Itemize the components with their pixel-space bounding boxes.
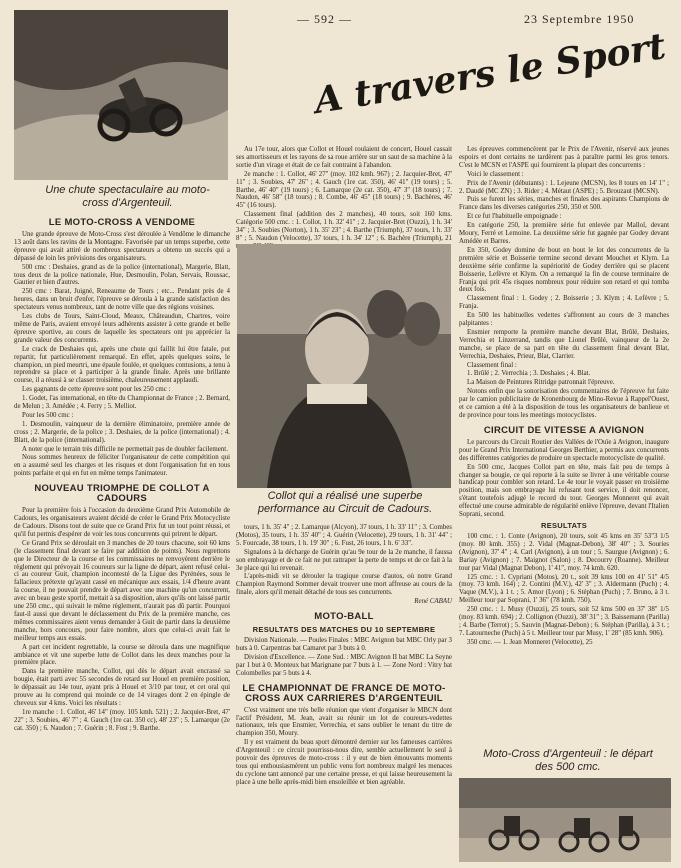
section-logo-text: A travers le Sport: [311, 25, 669, 122]
caption-collot: Collot qui a réalisé une superbe performance au Circuit de Cadours.: [257, 490, 433, 515]
paragraph: 125 cmc. : 1. Cypriani (Motos), 20 t., soit 39 kms 100 en 41' 51" 4/5 (moy. 73 kmh. 164) ; 2. Contini (M.V.), 42' 3" ; 3. Aldermann (Puch) ; 4. Vaque (M.V.), à 1 t. ; 5. Amor (Lyon) ; 6. Stéphan (Puch) ; 7. Bruno, à 3 t. Meilleur tour par Soprani, 1' 36" (78 kmh. 750).: [459, 573, 669, 605]
paragraph: Voici le classement :: [467, 170, 524, 178]
paragraph: Classement final : 1. Godey ; 2. Boisserie ; 3. Klym ; 4. Lefèvre ; 5. Franja.: [459, 295, 669, 311]
paragraph: Au 17e tour, alors que Collot et Houel roulaient de concert, Houel cassait ses amortisseurs et les rayons de sa roue arrière sur un saut de sa machine à la sortie d'un virage et était de ce fait contraint à l'abandon.: [236, 146, 452, 169]
paragraph: Division Nationale. — Poules Finales : MBC Avignon bat MBC Orly par 3 buts à 0. Carpentras bat Camaret par 3 buts à 0.: [236, 637, 452, 652]
paragraph: Les clubs de Tours, Saint-Cloud, Meaux, Châteaudun, Chartres, voire même de Paris, avaient envoyé leurs adhérents assister à cette grande et belle épreuve sportive, au cours de laquelle les spectateurs ont pu apprécier la grande valeur des concurrents.: [14, 313, 230, 344]
paragraph: 250 cmc. : 1. Musy (Ouzzi), 25 tours, soit 52 kms 500 en 37' 38" 1/5 (moy. 83 kmh. 694) ; 2. Collignon (Ouzzi), 38' 31" ; 3. Baissemann (Parilla) ; 4. Barbe (Terrot) ; 5. Sauvin (Magnat-Debon) ; 6. Stéphan (Parilla), à 3 t. ; 7. Latourneche (Puch) à 5 t. Meilleur tour par Musy, 1' 28" (85 kmh. 906).: [459, 606, 669, 637]
paragraph: A noter que le terrain très difficile ne permettait pas de doubler facilement.: [22, 445, 228, 453]
column-1: [14, 212, 230, 860]
article-heading-cadours: NOUVEAU TRIOMPHE DE COLLOT A CADOURS: [34, 483, 210, 505]
paragraph: Les gagnants de cette épreuve sont pour les 250 cmc :: [22, 386, 171, 394]
paragraph: Division d'Excellence. — Zone Sud. : MBC Avignon II bat MBC La Seyne par 1 but à 0. Monteux bat Marignane par 7 buts à 1. — Zone Nord : Vitry bat Colombelles par 5 buts à 4.: [236, 653, 452, 677]
paragraph: 1. Godet, l'as international, en tête du Championnat de France ; 2. Bernard, de Melun ; 3. Amédée ; 4. Ferry ; 5. Melliot.: [14, 395, 230, 411]
paragraph: L'après-midi vit se dérouler la tragique course d'autos, où notre Grand Champion Raymond Sommer devait trouver une mort affreuse au cours de la finale, alors qu'il menait détaché de tous ses concurrents.: [236, 573, 452, 597]
page-number: — 592 —: [297, 12, 352, 26]
column-2-top: [236, 146, 452, 242]
paragraph: Pour la première fois à l'occasion du deuxième Grand Prix Automobile de Cadours, les organisateurs avaient décidé de créer le Grand Prix Motocycliste de Cadours. Disons tout de suite que ce Grand Prix fut un tout point réussi, et qu'il fut permis d'espérer de voir les tous concurrents qui prirent le départ.: [14, 507, 230, 538]
paragraph: En catégorie 250, la première série fut enlevée par Mallol, devant Moury, Ferré et Lemoine. La deuxième série fut gagnée par Godey devant Amédée et Barres.: [459, 222, 669, 245]
paragraph: Ensmier remporte la première manche devant Blat, Brûlé, Deshaies, Verrechia et Linzerrand, tandis que Lionel Brûlé, vainqueur de la 2e manche, se place de sa part en tête du classement final devant Blat, Verrechia, Deshaies, Prieur, Blat, Clarrier.: [459, 328, 669, 360]
paragraph: tours, 1 h. 35' 4" ; 2. Lamarque (Alcyon), 37 tours, 1 h. 33' 11" ; 3. Combes (Motos), 35 tours, 1 h. 35' 40" ; 4. Guérin (Velocette), 29 tours, 1 h. 31' 44" ; 5. Fourcade, 38 tours, 1 h. 19' 30" ; 6. Fust, 26 tours, 1 h. 6' 33".: [236, 524, 452, 547]
paragraph: 2e manche : 1. Collot, 46' 27" (moy. 102 kmh. 967) ; 2. Jacquier-Bret, 47' 11" ; 3. Soubies, 47' 26" ; 4. Gauch (1re cat. 350), 46' 41" (19 tours) ; 5. Barthe, 46' 40" (19 tours) ; 6. Lamarque (2e cat. 350), 47' 3" (18 tours) ; 7. Naudon, 46' 58" (18 tours) ; 8. Combe, 46' 45" (18 tours) ; 9. Bachères, 46' 45" (16 tours).: [236, 170, 452, 210]
author-signature: René CABAU: [414, 598, 452, 606]
paragraph: Classement final (addition des 2 manches), 40 tours, soit 160 kms. Catégorie 500 cmc. : 1. Collot, 1 h. 32' 41" ; 2. Jacquier-Bret (Ouzzi), 1 h. 34' 34" ; 3. Soubies (Norton), 1 h. 35' 23" ; 4. Barthe (Triumph), 37 tours, 1 h. 33' 8" ; 5. Naudon (Velocette), 37 tours, 1 h. 34' 12" ; 6. Bachère (Triumph), 21: [236, 211, 452, 242]
paragraph: La Maison de Peintures Ritridge patronnait l'épreuve.: [467, 379, 615, 387]
subheading-results: RESULTATS DES MATCHES DU 10 SEPTEMBRE: [252, 625, 436, 635]
issue-date: 23 Septembre 1950: [524, 12, 635, 26]
section-logo: [311, 25, 668, 122]
paragraph: 100 cmc. : 1. Conte (Avignon), 20 tours, soit 45 kms en 35' 53"3 1/5 (moy. 80 kmh. 355) ; 2. Vidal (Magnat-Debon), 38' 40" ; 3. Souries (Avignon), 37' 4" ; 4. Carl (Avignon), à un tour ; 5. Saurgue (Avignon) ; 6. Bariay (Avignon) ; 7. Maignot (Salon) ; 8. Decourry (Roanne). Meilleur tour par Vidal (Magnat Debon), 1' 41", moy. 74 kmh. 620.: [459, 532, 669, 572]
paragraph: 500 cmc : Deshaies, grand as de la police (international), Margerie, Blatt, tous deux de la police nationale, Hue, Desmoulin, Polan, Servais, Roussac, Gautier et bien d'autres.: [14, 263, 230, 287]
article-heading-moto-ball: MOTO-BALL: [314, 611, 374, 623]
paragraph: Et ce fut l'habituelle empoignade :: [467, 213, 562, 221]
paragraph: En 500 cmc, Jacques Collot part en tête, mais fait peu de temps à changer sa bougie, ce qui reporte à la suite se livrer à une véritable course handicap pour combler son retard. Le 4e tour le voyait passer en troisième position, mais son embrayage lui refusant tout service, il doit renoncer, s'étant toutefois adjugé le record du tour. Georges Monneret qui avait effectué une course admirable de régularité enlève l'épreuve, devant l'Italien Soprani, second.: [459, 463, 669, 519]
photo-collot: [237, 244, 451, 488]
paragraph: 1re manche : 1. Collot, 46' 14" (moy. 105 kmh. 521) ; 2. Jacquier-Bret, 47' 22" ; 3. Soubies, 46' 7" ; 4. Gauch (1re cat. 350 cc), 48' 23" ; 5. Lamarque (2e cat. 350) ; 6. Naudon ; 7. Guérin ; 8. Fost ; 9. Barthe.: [14, 708, 230, 732]
paragraph: 350 cmc. — 1. Jean Monneret (Velocette), 25: [467, 638, 593, 646]
paragraph: Puis se furent les séries, manches et finales des aspirants Champions de France dans les diverses catégories 250, 350 et 500.: [459, 196, 669, 212]
paragraph: Pour les 500 cmc :: [22, 411, 74, 419]
paragraph: Les épreuves commencèrent par le Prix de l'Avenir, réservé aux jeunes espoirs et dont certains ne tardèrent pas à paraître parmi les gros tenors. C'est le MCSN et l'ASPE qui fournirent la plupart des concurrents :: [459, 146, 669, 169]
paragraph: Nous sommes heureux de féliciter l'organisateur de cette compétition qui en a assumé seul les charges et les risques et dont l'organisation fut en tous points parfaite et qui en fut en même temps l'animateur.: [14, 454, 230, 478]
paragraph: 1. Desmoulin, vainqueur de la dernière éliminatoire, première année de cross ; 2. Margerie, de la police ; 3. Deshaies, de la police (international) ; 4. Blatt, de la police (international).: [14, 420, 230, 444]
caption-argenteuil: Moto-Cross d'Argenteuil : le départ des 500 cmc.: [483, 748, 653, 773]
results-label: RESULTATS: [540, 520, 588, 530]
article-heading-championnat: LE CHAMPIONNAT DE FRANCE DE MOTO-CROSS AUX CARRIERES D'ARGENTEUIL: [242, 682, 446, 704]
column-2-bottom: [236, 524, 452, 860]
paragraph: En 350, Godey domine de bout en bout le lot des concurrents de la première série et Boisserie termine second devant Mouchet et Klym. La deuxième série confirme la supériorité de Godey derrière qui se placent Boisserie, Lefèvre et Klym. On a remarqué la fin de course terminaire de Franja qui prit 45s risques nombreux pour réduire son retard et qui tomba deux fois.: [459, 246, 669, 294]
paragraph: Dans la première manche, Collot, qui dès le départ avait encrassé sa bougie, était parti avec 55 secondes de retard sur Houel en première position, le dépassait au 14e tour, ayant pris à Houel et 3/10 par tour, et cet oral qui prouve au lu comprend qui moinde ce de 14 virages dont 2 en épingle de cheveux sur 4 kms. Voici les résultats :: [14, 668, 230, 707]
column-3: [459, 146, 669, 742]
paragraph: A part cet incident regrettable, la course se déroula dans une magnifique ambiance et vit une superbe lutte de Collot dans les deux manches pour la première place.: [14, 643, 230, 667]
caption-moto-cross: Une chute spectaculaire au moto-cross d'Argenteuil.: [45, 184, 210, 209]
paragraph: Notons enfin que la sonorisation des commentaires de l'épreuve fut faite par le camion publicitaire de Kronenbourg de Mino-Revue à Rappel'Ouest, et ce camion a été à la disposition de tous les organisateurs de banlieue et de province pour tous les meetings motocyclistes.: [459, 388, 669, 419]
paragraph: Classement final :: [467, 361, 517, 369]
paragraph: 250 cmc : Barat, Juigné, Reneaume de Tours ; etc... Pendant près de 4 heures, dans un bruit d'enfer, l'épreuve se déroula à la grande satisfaction des spectateurs venus nombreux, tant de notre ville que des régions voisines.: [14, 288, 230, 312]
paragraph: C'est vraiment une très belle réunion que vient d'organiser le MBCN dont l'actif Président, M. Jean, avait su réunir un lot de coureurs-vedettes nationaux, tels que Ensmier, Verrechia, et sans oublier le tenant du titre de champion 350, Moury.: [236, 706, 452, 738]
paragraph: Il y est vraiment du beau sport démontré dernier sur les fameuses carrières d'Argenteuil : ce circuit pourrissu-nous dire, semble actuellement le seul à pouvoir des épreuves de moto-cross : il y eut de bien émouvants moments tous qui enthousiasmèrent un public venu fort nombreux malgré les menaces du cyclone tant annoncé par une certaine presse, et qui laisse heureusement la place à une belle après-midi bien ensoleillée et bien agréable.: [236, 739, 452, 786]
paragraph: Le parcours du Circuit Routier des Vallées de l'Ouïe à Avignon, inaugure pour le Grand Prix International Georges Berthier, a permis aux concurrents des différentes catégories de produire un spectacle motocycliste de qualité.: [459, 438, 669, 462]
paragraph: Une grande épreuve de Moto-Cross s'est déroulée à Vendôme le dimanche 13 août dans les ravins de la Montagne. Favorisée par un temps superbe, cette épreuve qui avait attiré de nombreux spectateurs a obtenu un succès qui a dépassé de loin les prévisions des organisateurs.: [14, 231, 230, 262]
paragraph: En 500 les habituelles vedettes s'affrontent au cours de 3 manches palpitantes :: [459, 312, 669, 328]
article-heading-vendome: LE MOTO-CROSS A VENDOME: [48, 217, 196, 228]
paragraph: 1. Brûlé ; 2. Verrechia ; 3. Deshaies ; 4. Blat.: [467, 370, 591, 378]
photo-argenteuil-start: [459, 778, 671, 862]
paragraph: Le crack de Deshaies qui, après une chute qui faillit lui être fatale, put repartir, fut particulièrement remarqué. En effet, après quelques soins, le champion, un pied meurtri, une épaule foulée, et quelques contusions, a tenu à reprendre sa place et à participer à la grande finale. Après une brillante course, il a réussi à se classer troisième, chaleureusement applaudi.: [14, 345, 230, 385]
paragraph: Signalons à la décharge de Guérin qu'au 9e tour de la 2e manche, il faussa son embrayage et de ce fait ne put rattraper la perte de temps et de ce fait à la 3e place qui lui revenait.: [236, 548, 452, 572]
article-heading-avignon: CIRCUIT DE VITESSE A AVIGNON: [483, 424, 645, 436]
paragraph: Prix de l'Avenir (débutants) : 1. Lejeune (MCSN), les 8 tours en 14' 1" ; 2. Daudé (MC ZN) ; 3. Rider ; 4. Métaut (ASPE) ; 5. Brouzaut (MCSN).: [459, 179, 669, 195]
photo-moto-cross-fall: [14, 10, 228, 180]
paragraph: Ce Grand Prix se déroulait en 3 manches de 20 tours chacune, soit 60 kms (le classement final devant se faire par addition de points). Nous regrettons que le Directeur de la course et les commissaires ne renvoyèrent derrière le règlement qui prévoyait 16 coureurs sur la ligne de départ, aient refusé celui-ci au coureur Guit, champion incontesté de la Ligue des Pyrénées, sous le fallacieux prétexte qu'ayant cassé en mécanique aux essais, 1/4 d'heure avant la course, il ne pouvait prendre le départ avec une machine qu'un concurrent, avec un beau geste sportif, mettait à sa disposition, alors qu'ils ont laissé partir une 250 cmc., qui suivait le même règlement, n'aurait pas dû partir. Pourquoi faut-il aussi que devant le déclassement du Prix de la première manche, ces mêmes commissaires aient venus demander à Guit de partir dans la deuxième manche, hors concours, pour faire nombre, alors que celui-ci avait fait le meilleur temps aux essais.: [14, 539, 230, 642]
